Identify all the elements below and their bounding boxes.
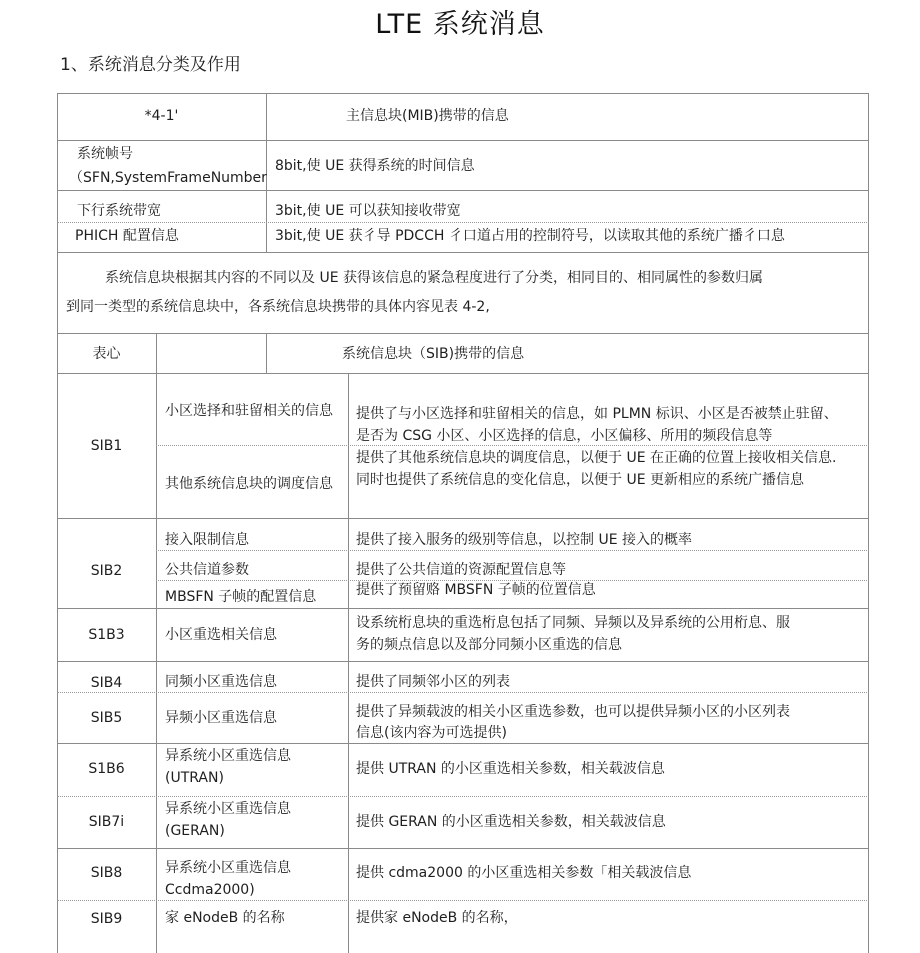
section-heading: 1、系统消息分类及作用 [60,55,241,75]
sib-desc-line: 同时也提供了系统信息的变化信息，以便于 UE 更新相应的系统广播信息 [356,472,804,488]
info-table [57,93,869,953]
sib-item: 其他系统信息块的调度信息 [165,476,333,492]
document-title: LTE 系统消息 [375,9,545,40]
sib-desc-line: 提供 cdma2000 的小区重选相关参数「相关载波信息 [356,865,692,881]
sib-desc-line: 是否为 CSG 小区、小区选择的信息，小区偏移、所用的频段信息等 [356,428,773,444]
sib-id: SIB4 [90,675,123,691]
sib-table-label: 表心 [92,346,121,362]
mib-desc-sfn: 8bit,使 UE 获得系统的时间信息 [275,158,475,174]
row-divider [57,661,869,662]
mib-desc-phich: 3bit,使 UE 获彳导 PDCCH 彳口道占用的控制符号，以读取其他的系统广播彳口息 [275,228,785,244]
row-divider [57,190,869,191]
sib-desc-line: 提供了同频邻小区的列表 [356,674,510,690]
row-divider [57,333,869,334]
sib-item: 接入限制信息 [165,532,249,548]
sib-desc-line: 提供了其他系统信息块的调度信息，以便于 UE 在正确的位置上接收相关信息. [356,450,837,466]
sib-item: Ccdma2000) [165,882,255,898]
row-divider [57,518,869,519]
row-divider [57,608,869,609]
sib-desc-line: 设系统桁息块的重选桁息包括了同频、异频以及异系统的公用桁息、服 [356,615,790,631]
sib-item: (GERAN) [165,823,225,839]
sib-item: (UTRAN) [165,770,224,786]
mib-field-phich: PHICH 配置信息 [75,228,179,244]
sib-desc-line: 提供家 eNodeB 的名称， [356,910,518,926]
sib-desc-line: 提供了公共信道的资源配置信息等 [356,562,566,578]
sib-id: SIB8 [90,865,123,881]
sib-id: SIB1 [90,438,123,454]
row-divider [57,796,869,797]
sib-desc-line: 提供 GERAN 的小区重选相关参数，相关载波信息 [356,814,666,830]
sib-id: S1B6 [88,761,125,777]
intro-paragraph-line: 到同一类型的系统信息块中，各系统信息块携带的具体内容见表 4-2, [66,299,490,315]
sib-id: S1B3 [88,627,125,643]
row-divider [57,373,869,374]
sib-id: SIB2 [90,563,123,579]
row-divider [57,252,869,253]
header-column-divider [266,333,267,373]
sib-id: SIB7i [88,814,125,830]
sib-item: 家 eNodeB 的名称 [165,910,285,926]
sib-item: 小区选择和驻留相关的信息 [165,403,333,419]
sib-desc-line: 提供 UTRAN 的小区重选相关参数，相关载波信息 [356,761,665,777]
mib-field-bandwidth: 下行系统带宽 [77,203,161,219]
sib-item: 同频小区重选信息 [165,674,277,690]
sib-item: 异系统小区重选信息 [165,860,291,876]
sib-desc-line: 务的频点信息以及部分同频小区重选的信息 [356,637,622,653]
sib-desc-line: 提供了接入服务的级别等信息，以控制 UE 接入的概率 [356,532,692,548]
sib-desc-line: 信息(该内容为可选提供) [356,725,507,741]
sib-id: SIB9 [90,911,123,927]
sib-item: 异系统小区重选信息 [165,801,291,817]
intro-paragraph-line: 系统信息块根据其内容的不同以及 UE 获得该信息的紧急程度进行了分类，相同目的、相同属性的参数归属 [105,270,763,286]
sib-item: 小区重选相关信息 [165,627,277,643]
row-divider [57,140,869,141]
sib-id-column-divider [156,333,157,953]
sib-desc-line: 提供了预留赂 MBSFN 子帧的位置信息 [356,582,596,598]
desc-column-divider [348,373,349,953]
mib-table-title: 主信息块(MIB)携带的信息 [346,108,509,124]
sib-desc-line: 提供了与小区选择和驻留相关的信息，如 PLMN 标识、小区是否被禁止驻留、 [356,406,838,422]
row-divider [57,222,869,223]
sib-table-title: 系统信息块（SIB)携带的信息 [342,346,525,362]
sib-item: 公共信道参数 [165,562,249,578]
mib-field-sfn-detail: （SFN,SystemFrameNumber [69,170,267,186]
sib-desc-line: 提供了异频载波的相关小区重选参数，也可以提供异频小区的小区列表 [356,704,790,720]
mib-table-label: *4-1' [144,108,179,124]
sib-item: MBSFN 子帧的配置信息 [165,589,317,605]
table-border-top [57,93,869,94]
mib-desc-bandwidth: 3bit,使 UE 可以获知接收带宽 [275,203,461,219]
sib-item: 异系统小区重选信息 [165,748,291,764]
row-divider [57,848,869,849]
mib-field-sfn: 系统帧号 [77,146,133,162]
sib-id: SIB5 [90,710,123,726]
sib-item: 异频小区重选信息 [165,710,277,726]
